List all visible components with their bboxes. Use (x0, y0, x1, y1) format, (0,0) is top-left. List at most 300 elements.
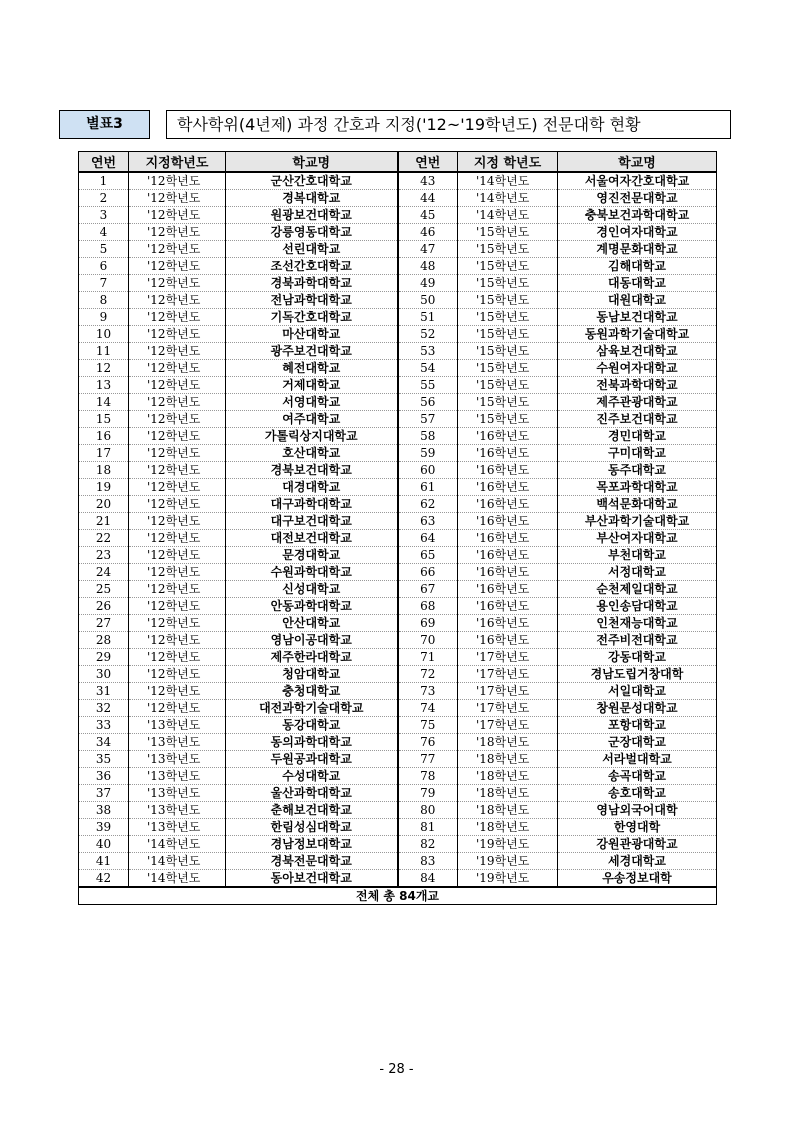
table-row (79, 785, 717, 802)
row-number: 5 (79, 241, 129, 258)
col-header-no-left: 연번 (79, 152, 129, 173)
table-row (79, 853, 717, 870)
designation-year: '12학년도 (129, 377, 226, 394)
designation-year: '12학년도 (129, 547, 226, 564)
row-number: 68 (398, 598, 458, 615)
designation-year: '16학년도 (458, 564, 558, 581)
designation-year: '17학년도 (458, 666, 558, 683)
row-number: 71 (398, 649, 458, 666)
row-number: 19 (79, 479, 129, 496)
designation-year: '12학년도 (129, 309, 226, 326)
row-number: 73 (398, 683, 458, 700)
row-number: 10 (79, 326, 129, 343)
designation-year: '19학년도 (458, 853, 558, 870)
table-title: 학사학위(4년제) 과정 간호과 지정('12~'19학년도) 전문대학 현황 (166, 110, 731, 139)
table-row (79, 275, 717, 292)
designation-year: '12학년도 (129, 360, 226, 377)
row-number: 39 (79, 819, 129, 836)
school-name: 강동대학교 (558, 649, 717, 666)
designation-year: '17학년도 (458, 700, 558, 717)
designation-year: '15학년도 (458, 309, 558, 326)
school-name: 여주대학교 (226, 411, 398, 428)
row-number: 27 (79, 615, 129, 632)
designation-year: '16학년도 (458, 445, 558, 462)
row-number: 35 (79, 751, 129, 768)
designation-year: '14학년도 (458, 190, 558, 207)
table-row (79, 598, 717, 615)
school-name: 서울여자간호대학교 (558, 172, 717, 190)
school-name: 제주한라대학교 (226, 649, 398, 666)
school-name: 동주대학교 (558, 462, 717, 479)
designation-year: '12학년도 (129, 326, 226, 343)
row-number: 72 (398, 666, 458, 683)
designation-year: '15학년도 (458, 377, 558, 394)
designation-year: '19학년도 (458, 870, 558, 888)
designation-year: '12학년도 (129, 172, 226, 190)
school-name: 영진전문대학교 (558, 190, 717, 207)
row-number: 59 (398, 445, 458, 462)
row-number: 46 (398, 224, 458, 241)
total-count: 전체 총 84개교 (79, 887, 717, 905)
col-header-year-right: 지정 학년도 (458, 152, 558, 173)
designation-year: '18학년도 (458, 819, 558, 836)
row-number: 34 (79, 734, 129, 751)
table-row (79, 394, 717, 411)
table-row (79, 632, 717, 649)
school-name: 부천대학교 (558, 547, 717, 564)
school-name: 경복대학교 (226, 190, 398, 207)
school-name: 마산대학교 (226, 326, 398, 343)
designation-year: '18학년도 (458, 734, 558, 751)
row-number: 82 (398, 836, 458, 853)
school-name: 영남외국어대학 (558, 802, 717, 819)
row-number: 43 (398, 172, 458, 190)
school-name: 가톨릭상지대학교 (226, 428, 398, 445)
row-number: 84 (398, 870, 458, 888)
total-row (79, 887, 717, 905)
table-row (79, 360, 717, 377)
row-number: 12 (79, 360, 129, 377)
designation-year: '16학년도 (458, 479, 558, 496)
school-name: 부산여자대학교 (558, 530, 717, 547)
table-row (79, 224, 717, 241)
row-number: 33 (79, 717, 129, 734)
row-number: 20 (79, 496, 129, 513)
table-row (79, 343, 717, 360)
row-number: 69 (398, 615, 458, 632)
school-name: 세경대학교 (558, 853, 717, 870)
designation-year: '12학년도 (129, 462, 226, 479)
designation-year: '14학년도 (458, 172, 558, 190)
school-name: 군산간호대학교 (226, 172, 398, 190)
row-number: 47 (398, 241, 458, 258)
school-name: 대구과학대학교 (226, 496, 398, 513)
designation-year: '17학년도 (458, 649, 558, 666)
designation-year: '13학년도 (129, 751, 226, 768)
school-name: 동남보건대학교 (558, 309, 717, 326)
row-number: 80 (398, 802, 458, 819)
designation-year: '12학년도 (129, 479, 226, 496)
header-row (79, 152, 717, 173)
school-name: 경민대학교 (558, 428, 717, 445)
designation-year: '13학년도 (129, 819, 226, 836)
row-number: 29 (79, 649, 129, 666)
school-name: 경북과학대학교 (226, 275, 398, 292)
designation-year: '16학년도 (458, 428, 558, 445)
school-name: 용인송담대학교 (558, 598, 717, 615)
school-name: 대경대학교 (226, 479, 398, 496)
table-row (79, 172, 717, 190)
row-number: 48 (398, 258, 458, 275)
school-name: 군장대학교 (558, 734, 717, 751)
col-header-no-right: 연번 (398, 152, 458, 173)
table-row (79, 870, 717, 888)
designation-year: '12학년도 (129, 394, 226, 411)
row-number: 13 (79, 377, 129, 394)
col-header-school-left: 학교명 (226, 152, 398, 173)
designation-year: '15학년도 (458, 258, 558, 275)
table-row (79, 564, 717, 581)
designation-year: '12학년도 (129, 581, 226, 598)
designation-year: '12학년도 (129, 513, 226, 530)
school-name: 광주보건대학교 (226, 343, 398, 360)
table-row (79, 819, 717, 836)
school-name: 울산과학대학교 (226, 785, 398, 802)
designation-year: '16학년도 (458, 547, 558, 564)
table-row (79, 547, 717, 564)
appendix-tag: 별표3 (59, 110, 150, 139)
school-name: 조선간호대학교 (226, 258, 398, 275)
school-name: 동강대학교 (226, 717, 398, 734)
designation-year: '15학년도 (458, 343, 558, 360)
school-name: 진주보건대학교 (558, 411, 717, 428)
school-name: 동의과학대학교 (226, 734, 398, 751)
designation-year: '12학년도 (129, 496, 226, 513)
row-number: 53 (398, 343, 458, 360)
row-number: 14 (79, 394, 129, 411)
row-number: 7 (79, 275, 129, 292)
row-number: 18 (79, 462, 129, 479)
school-name: 동아보건대학교 (226, 870, 398, 888)
row-number: 37 (79, 785, 129, 802)
row-number: 65 (398, 547, 458, 564)
school-name: 구미대학교 (558, 445, 717, 462)
designation-year: '14학년도 (129, 836, 226, 853)
school-name: 문경대학교 (226, 547, 398, 564)
designation-year: '12학년도 (129, 411, 226, 428)
designation-year: '15학년도 (458, 275, 558, 292)
row-number: 76 (398, 734, 458, 751)
school-name: 인천재능대학교 (558, 615, 717, 632)
table-row (79, 190, 717, 207)
designation-year: '16학년도 (458, 462, 558, 479)
school-name: 우송정보대학 (558, 870, 717, 888)
table-row (79, 428, 717, 445)
row-number: 11 (79, 343, 129, 360)
row-number: 6 (79, 258, 129, 275)
row-number: 28 (79, 632, 129, 649)
designation-year: '14학년도 (458, 207, 558, 224)
designation-year: '13학년도 (129, 768, 226, 785)
row-number: 24 (79, 564, 129, 581)
school-name: 두원공과대학교 (226, 751, 398, 768)
designation-year: '12학년도 (129, 292, 226, 309)
school-name: 안동과학대학교 (226, 598, 398, 615)
designation-year: '15학년도 (458, 326, 558, 343)
row-number: 9 (79, 309, 129, 326)
designation-year: '15학년도 (458, 411, 558, 428)
designation-year: '12학년도 (129, 224, 226, 241)
school-name: 계명문화대학교 (558, 241, 717, 258)
designation-year: '12학년도 (129, 343, 226, 360)
school-name: 혜전대학교 (226, 360, 398, 377)
designation-year: '19학년도 (458, 836, 558, 853)
designation-year: '12학년도 (129, 275, 226, 292)
row-number: 49 (398, 275, 458, 292)
table-row (79, 734, 717, 751)
designation-year: '15학년도 (458, 394, 558, 411)
school-name: 전남과학대학교 (226, 292, 398, 309)
row-number: 32 (79, 700, 129, 717)
row-number: 56 (398, 394, 458, 411)
school-name: 충청대학교 (226, 683, 398, 700)
row-number: 45 (398, 207, 458, 224)
designation-year: '12학년도 (129, 615, 226, 632)
designation-year: '15학년도 (458, 292, 558, 309)
table-row (79, 445, 717, 462)
school-name: 대원대학교 (558, 292, 717, 309)
designation-year: '16학년도 (458, 598, 558, 615)
row-number: 15 (79, 411, 129, 428)
row-number: 31 (79, 683, 129, 700)
designation-year: '15학년도 (458, 241, 558, 258)
school-name: 서영대학교 (226, 394, 398, 411)
table-row (79, 462, 717, 479)
row-number: 77 (398, 751, 458, 768)
row-number: 67 (398, 581, 458, 598)
table-row (79, 530, 717, 547)
school-name: 대구보건대학교 (226, 513, 398, 530)
table-row (79, 768, 717, 785)
table-row (79, 751, 717, 768)
row-number: 62 (398, 496, 458, 513)
table-row (79, 207, 717, 224)
table-row (79, 649, 717, 666)
school-name: 대전보건대학교 (226, 530, 398, 547)
designation-year: '12학년도 (129, 649, 226, 666)
row-number: 66 (398, 564, 458, 581)
designation-year: '12학년도 (129, 241, 226, 258)
table-row (79, 581, 717, 598)
school-name: 백석문화대학교 (558, 496, 717, 513)
table-row (79, 802, 717, 819)
row-number: 23 (79, 547, 129, 564)
school-name: 송호대학교 (558, 785, 717, 802)
table-row (79, 513, 717, 530)
row-number: 1 (79, 172, 129, 190)
school-name: 춘해보건대학교 (226, 802, 398, 819)
table-row (79, 683, 717, 700)
school-name: 전북과학대학교 (558, 377, 717, 394)
designation-year: '12학년도 (129, 207, 226, 224)
designation-year: '15학년도 (458, 360, 558, 377)
row-number: 44 (398, 190, 458, 207)
row-number: 83 (398, 853, 458, 870)
page-number: - 28 - (379, 1062, 414, 1077)
row-number: 78 (398, 768, 458, 785)
row-number: 75 (398, 717, 458, 734)
table-row (79, 717, 717, 734)
school-name: 강원관광대학교 (558, 836, 717, 853)
row-number: 16 (79, 428, 129, 445)
row-number: 51 (398, 309, 458, 326)
school-name: 한림성심대학교 (226, 819, 398, 836)
designation-year: '13학년도 (129, 785, 226, 802)
row-number: 8 (79, 292, 129, 309)
school-name: 한영대학 (558, 819, 717, 836)
school-name: 영남이공대학교 (226, 632, 398, 649)
row-number: 30 (79, 666, 129, 683)
designation-year: '14학년도 (129, 853, 226, 870)
designation-year: '15학년도 (458, 224, 558, 241)
school-name: 경북전문대학교 (226, 853, 398, 870)
designation-year: '12학년도 (129, 632, 226, 649)
designation-year: '18학년도 (458, 751, 558, 768)
school-name: 목포과학대학교 (558, 479, 717, 496)
row-number: 54 (398, 360, 458, 377)
row-number: 17 (79, 445, 129, 462)
school-name: 경인여자대학교 (558, 224, 717, 241)
row-number: 81 (398, 819, 458, 836)
school-name: 동원과학기술대학교 (558, 326, 717, 343)
row-number: 63 (398, 513, 458, 530)
school-name: 삼육보건대학교 (558, 343, 717, 360)
designation-year: '12학년도 (129, 445, 226, 462)
row-number: 52 (398, 326, 458, 343)
row-number: 22 (79, 530, 129, 547)
school-name: 충북보건과학대학교 (558, 207, 717, 224)
table-row (79, 666, 717, 683)
designation-year: '14학년도 (129, 870, 226, 888)
row-number: 3 (79, 207, 129, 224)
school-name: 수원여자대학교 (558, 360, 717, 377)
school-name: 수원과학대학교 (226, 564, 398, 581)
school-name: 대동대학교 (558, 275, 717, 292)
school-name: 호산대학교 (226, 445, 398, 462)
school-name: 서정대학교 (558, 564, 717, 581)
table-row (79, 479, 717, 496)
school-name: 김해대학교 (558, 258, 717, 275)
school-name: 대전과학기술대학교 (226, 700, 398, 717)
school-name: 전주비전대학교 (558, 632, 717, 649)
school-name: 수성대학교 (226, 768, 398, 785)
table-row (79, 377, 717, 394)
designation-year: '12학년도 (129, 700, 226, 717)
designation-year: '12학년도 (129, 666, 226, 683)
table-row (79, 326, 717, 343)
school-name: 경남도립거창대학 (558, 666, 717, 683)
row-number: 26 (79, 598, 129, 615)
designation-year: '12학년도 (129, 564, 226, 581)
table-row (79, 615, 717, 632)
designation-year: '17학년도 (458, 717, 558, 734)
row-number: 60 (398, 462, 458, 479)
row-number: 41 (79, 853, 129, 870)
school-name: 창원문성대학교 (558, 700, 717, 717)
designation-year: '16학년도 (458, 496, 558, 513)
designation-year: '18학년도 (458, 802, 558, 819)
row-number: 61 (398, 479, 458, 496)
table-row (79, 258, 717, 275)
row-number: 38 (79, 802, 129, 819)
designation-year: '16학년도 (458, 530, 558, 547)
school-name: 신성대학교 (226, 581, 398, 598)
row-number: 2 (79, 190, 129, 207)
school-name: 송곡대학교 (558, 768, 717, 785)
school-name: 청암대학교 (226, 666, 398, 683)
col-header-year-left: 지정학년도 (129, 152, 226, 173)
row-number: 57 (398, 411, 458, 428)
row-number: 58 (398, 428, 458, 445)
row-number: 42 (79, 870, 129, 888)
school-name: 거제대학교 (226, 377, 398, 394)
designation-year: '16학년도 (458, 632, 558, 649)
school-name: 제주관광대학교 (558, 394, 717, 411)
table-row (79, 292, 717, 309)
row-number: 74 (398, 700, 458, 717)
row-number: 55 (398, 377, 458, 394)
designation-year: '16학년도 (458, 581, 558, 598)
designation-year: '13학년도 (129, 734, 226, 751)
designation-year: '12학년도 (129, 683, 226, 700)
table-heading (59, 110, 731, 139)
designation-year: '12학년도 (129, 258, 226, 275)
college-table (78, 151, 717, 905)
table-row (79, 241, 717, 258)
table-row (79, 411, 717, 428)
designation-year: '12학년도 (129, 598, 226, 615)
designation-year: '12학년도 (129, 530, 226, 547)
row-number: 64 (398, 530, 458, 547)
table-row (79, 836, 717, 853)
designation-year: '12학년도 (129, 190, 226, 207)
table-row (79, 700, 717, 717)
table-row (79, 309, 717, 326)
school-name: 강릉영동대학교 (226, 224, 398, 241)
school-name: 선린대학교 (226, 241, 398, 258)
school-name: 원광보건대학교 (226, 207, 398, 224)
school-name: 경남정보대학교 (226, 836, 398, 853)
school-name: 서일대학교 (558, 683, 717, 700)
school-name: 경북보건대학교 (226, 462, 398, 479)
designation-year: '13학년도 (129, 717, 226, 734)
table-row (79, 496, 717, 513)
designation-year: '16학년도 (458, 615, 558, 632)
school-name: 서라벌대학교 (558, 751, 717, 768)
col-header-school-right: 학교명 (558, 152, 717, 173)
designation-year: '12학년도 (129, 428, 226, 445)
row-number: 40 (79, 836, 129, 853)
designation-year: '18학년도 (458, 785, 558, 802)
school-name: 부산과학기술대학교 (558, 513, 717, 530)
designation-year: '18학년도 (458, 768, 558, 785)
school-name: 안산대학교 (226, 615, 398, 632)
designation-year: '13학년도 (129, 802, 226, 819)
row-number: 4 (79, 224, 129, 241)
school-name: 기독간호대학교 (226, 309, 398, 326)
school-name: 포항대학교 (558, 717, 717, 734)
row-number: 79 (398, 785, 458, 802)
